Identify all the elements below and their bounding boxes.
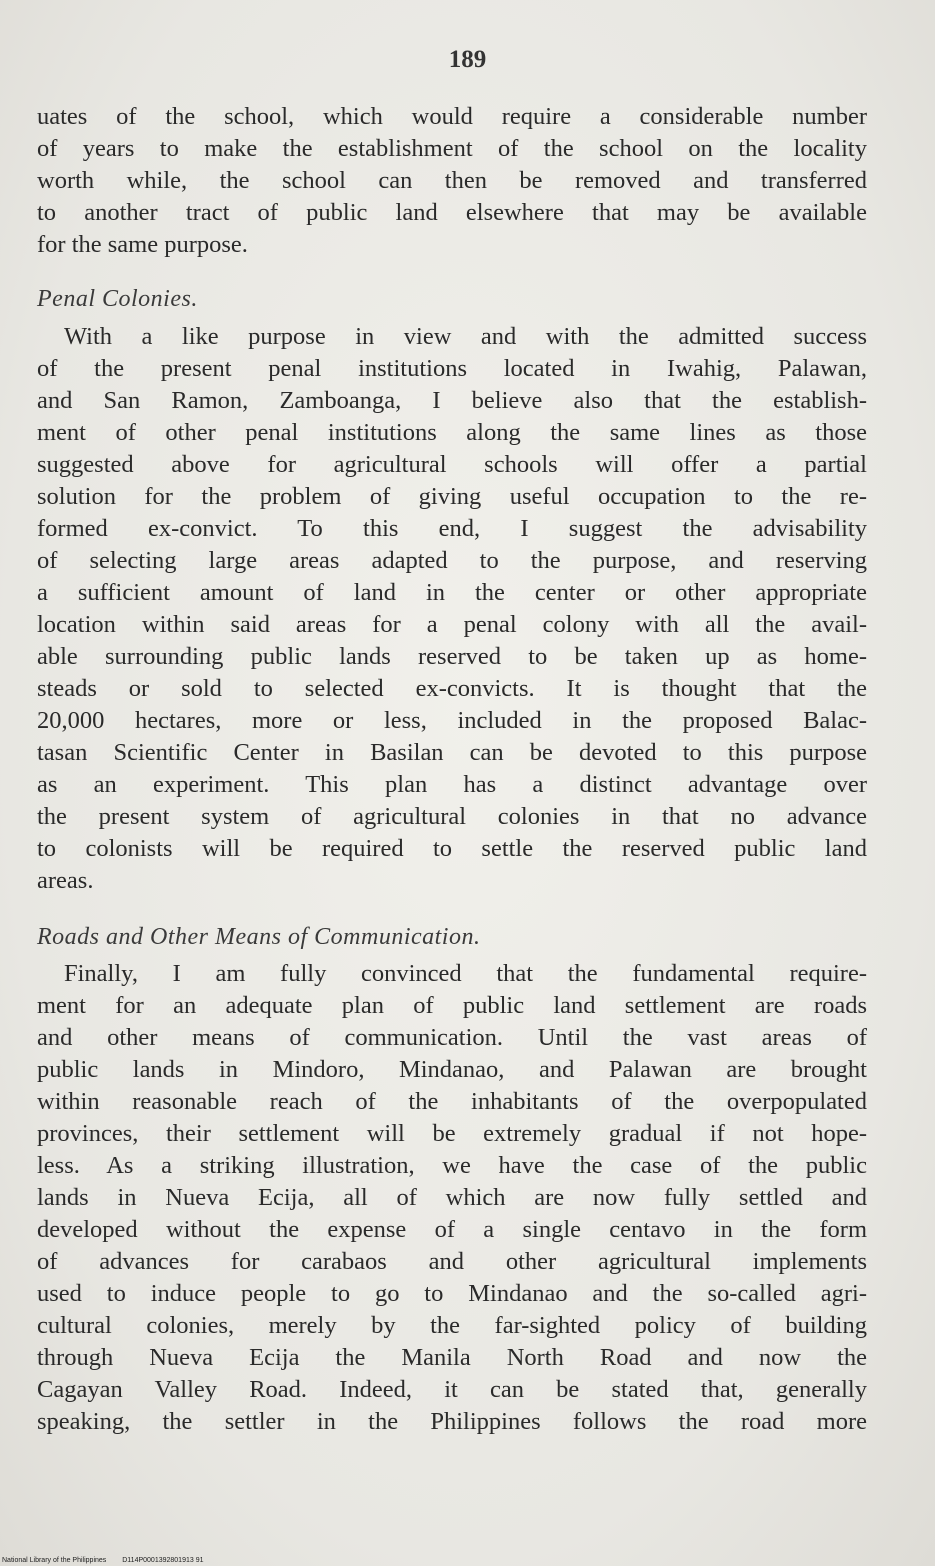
text-line: tasan Scientific Center in Basilan can be devoted to this purpose — [37, 739, 867, 766]
text-line: areas. — [37, 867, 94, 894]
text-line: and other means of communication. Until the vast areas of — [37, 1024, 867, 1051]
text-line: uates of the school, which would require a considerable number — [37, 103, 867, 130]
text-line: of years to make the establishment of the school on the locality — [37, 135, 867, 162]
scan-footer — [2, 1557, 203, 1564]
section-heading-penal-colonies: Penal Colonies. — [37, 286, 198, 312]
text-line: solution for the problem of giving useful occupation to the re- — [37, 483, 867, 510]
text-line: Cagayan Valley Road. Indeed, it can be stated that, generally — [37, 1376, 867, 1403]
text-line: worth while, the school can then be removed and transferred — [37, 167, 867, 194]
text-line: formed ex-convict. To this end, I suggest the advisability — [37, 515, 867, 542]
text-line: speaking, the settler in the Philippines follows the road more — [37, 1408, 867, 1435]
page-number: 189 — [448, 46, 487, 73]
text-line: used to induce people to go to Mindanao and the so-called agri- — [37, 1280, 867, 1307]
library-credit: National Library of the Philippines — [2, 1557, 107, 1564]
text-line: of the present penal institutions located in Iwahig, Palawan, — [37, 355, 867, 382]
text-line: lands in Nueva Ecija, all of which are now fully settled and — [37, 1184, 867, 1211]
text-line: and San Ramon, Zamboanga, I believe also that the establish- — [37, 387, 867, 414]
text-line: as an experiment. This plan has a distinct advantage over — [37, 771, 867, 798]
text-line: the present system of agricultural colonies in that no advance — [37, 803, 867, 830]
text-line: within reasonable reach of the inhabitants of the overpopulated — [37, 1088, 867, 1115]
text-line: developed without the expense of a single centavo in the form — [37, 1216, 867, 1243]
section-heading-roads: Roads and Other Means of Communication. — [37, 924, 481, 950]
text-line: steads or sold to selected ex-convicts. It is thought that the — [37, 675, 867, 702]
text-line: less. As a striking illustration, we have the case of the public — [37, 1152, 867, 1179]
text-line: to another tract of public land elsewhere that may be available — [37, 199, 867, 226]
text-line: a sufficient amount of land in the center or other appropriate — [37, 579, 867, 606]
text-line: provinces, their settlement will be extremely gradual if not hope- — [37, 1120, 867, 1147]
text-line: cultural colonies, merely by the far-sighted policy of building — [37, 1312, 867, 1339]
text-line: location within said areas for a penal colony with all the avail- — [37, 611, 867, 638]
text-line: suggested above for agricultural schools will offer a partial — [37, 451, 867, 478]
text-line: for the same purpose. — [37, 231, 248, 258]
text-line: public lands in Mindoro, Mindanao, and Palawan are brought — [37, 1056, 867, 1083]
scan-code: D114P0001392801913 91 — [122, 1557, 204, 1564]
text-line: to colonists will be required to settle the reserved public land — [37, 835, 867, 862]
text-line: Finally, I am fully convinced that the fundamental require- — [64, 960, 867, 987]
text-line: of advances for carabaos and other agricultural implements — [37, 1248, 867, 1275]
text-line: With a like purpose in view and with the admitted success — [64, 323, 867, 350]
text-line: ment for an adequate plan of public land settlement are roads — [37, 992, 867, 1019]
text-line: of selecting large areas adapted to the purpose, and reserving — [37, 547, 867, 574]
text-line: through Nueva Ecija the Manila North Road and now the — [37, 1344, 867, 1371]
text-line: ment of other penal institutions along the same lines as those — [37, 419, 867, 446]
text-line: 20,000 hectares, more or less, included in the proposed Balac- — [37, 707, 867, 734]
text-line: able surrounding public lands reserved to be taken up as home- — [37, 643, 867, 670]
